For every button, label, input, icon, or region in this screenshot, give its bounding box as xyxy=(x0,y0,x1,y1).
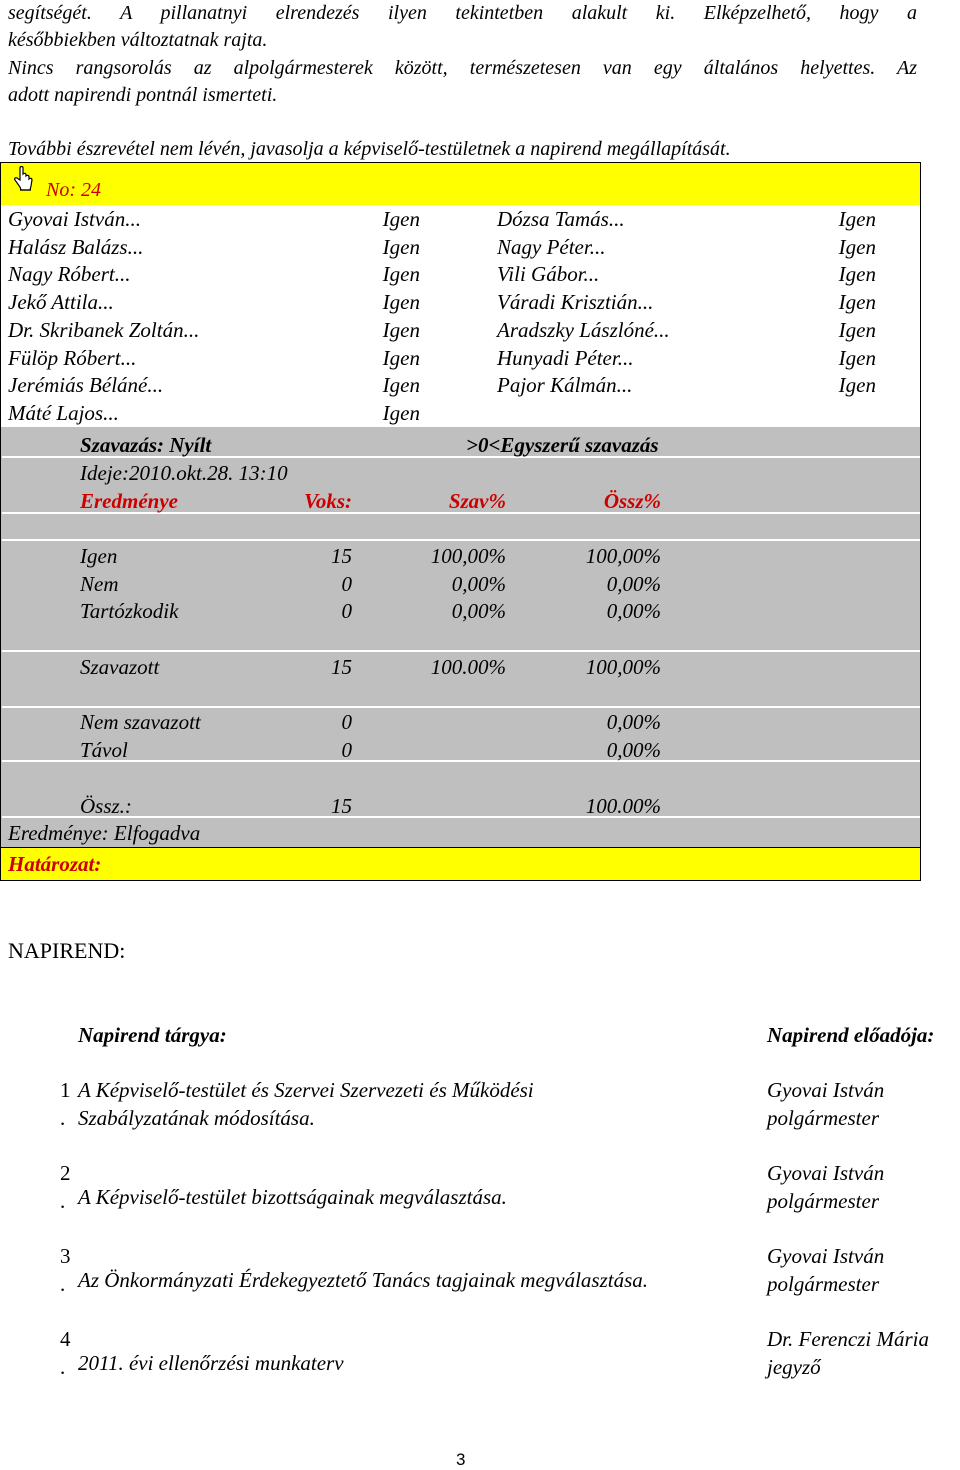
member-name: Aradszky Lászlóné xyxy=(497,317,654,342)
result-szav: 0,00% xyxy=(451,599,506,623)
result-ossz: 0,00% xyxy=(606,710,661,734)
result-label: Igen xyxy=(80,544,118,568)
result-label: Össz.: xyxy=(80,794,132,818)
member-name: Dr. Skribanek Zoltán xyxy=(8,317,184,342)
panel-divider xyxy=(2,539,920,541)
agenda-item-presenter-title: polgármester xyxy=(767,1106,879,1130)
member-vote: Igen xyxy=(382,400,420,425)
result-szav: 100.00% xyxy=(430,655,506,679)
intro-line-4: adott napirendi pontnál ismerteti. xyxy=(8,84,278,106)
member-row xyxy=(8,288,114,316)
member-dots: ... xyxy=(583,262,600,287)
result-header-szav: Szav% xyxy=(448,489,506,513)
member-dots: ... xyxy=(98,290,114,315)
result-ossz: 100,00% xyxy=(585,544,661,568)
member-vote: Igen xyxy=(838,317,876,342)
member-dots: ... xyxy=(616,373,633,398)
agenda-item-subject: Az Önkormányzati Érdekegyeztető Tanács tagjainak megválasztása. xyxy=(78,1268,649,1292)
result-ossz: 0,00% xyxy=(606,572,661,596)
member-name: Máté Lajos xyxy=(8,400,104,425)
result-label: Nem xyxy=(80,572,119,596)
agenda-item-presenter: Gyovai István xyxy=(767,1078,885,1102)
panel-divider xyxy=(2,816,920,818)
member-name: Jerémiás Béláné xyxy=(8,373,148,398)
result-ossz: 0,00% xyxy=(606,599,661,623)
member-row xyxy=(8,233,143,261)
member-name: Hunyadi Péter xyxy=(497,345,618,370)
result-label: Nem szavazott xyxy=(80,710,201,734)
agenda-item-presenter: Dr. Ferenczi Mária xyxy=(767,1327,929,1351)
result-voks: 15 xyxy=(331,794,352,818)
member-name: Nagy Péter xyxy=(497,234,590,259)
agenda-item-presenter: Gyovai István xyxy=(767,1244,885,1268)
result-voks: 15 xyxy=(331,544,352,568)
member-name: Váradi Krisztián xyxy=(497,290,638,315)
member-name: Vili Gábor xyxy=(497,262,584,287)
member-dots: ... xyxy=(120,345,137,370)
panel-divider xyxy=(2,760,920,762)
result-ossz: 100.00% xyxy=(585,794,661,818)
agenda-item-number: 4 xyxy=(60,1327,71,1351)
resolution-label: Határozat: xyxy=(8,852,102,876)
result-ossz: 0,00% xyxy=(606,738,661,762)
member-vote: Igen xyxy=(838,345,876,370)
member-row xyxy=(8,205,141,233)
member-vote: Igen xyxy=(382,234,420,259)
result-label: Tartózkodik xyxy=(80,599,179,623)
member-vote: Igen xyxy=(838,290,876,315)
member-dots: ... xyxy=(103,400,119,425)
resolution-box xyxy=(0,847,921,881)
agenda-subject-header: Napirend tárgya: xyxy=(78,1023,227,1047)
member-row xyxy=(497,205,625,233)
member-dots: ... xyxy=(653,317,670,342)
member-row xyxy=(8,260,130,288)
member-name: Gyovai István xyxy=(8,207,126,231)
member-dots: ... xyxy=(125,207,141,231)
member-vote: Igen xyxy=(382,290,420,315)
intro-line-3: Nincs rangsorolás az alpolgármesterek között, természetesen van egy általános helyettes. Az xyxy=(8,57,917,79)
result-label: Távol xyxy=(80,738,128,762)
agenda-heading: NAPIREND: xyxy=(8,938,126,963)
vote-time: Ideje:2010.okt.28. 13:10 xyxy=(80,461,288,485)
agenda-item-dot: . xyxy=(60,1355,66,1379)
result-voks: 0 xyxy=(341,599,352,623)
member-name: Dózsa Tamás xyxy=(497,207,609,231)
agenda-item-presenter-title: jegyző xyxy=(767,1355,821,1379)
member-row xyxy=(497,233,605,261)
member-dots: ... xyxy=(608,207,625,231)
result-voks: 0 xyxy=(341,572,352,596)
vote-number: No: 24 xyxy=(46,179,101,201)
hand-pointer-icon xyxy=(12,166,34,192)
agenda-item-dot: . xyxy=(60,1189,66,1213)
page-number: 3 xyxy=(456,1450,466,1469)
member-name: Pajor Kálmán xyxy=(497,373,617,398)
member-name: Fülöp Róbert xyxy=(8,345,121,370)
member-dots: ... xyxy=(589,234,606,259)
result-header-ossz: Össz% xyxy=(603,489,661,513)
result-szav: 0,00% xyxy=(451,572,506,596)
agenda-item-presenter-title: polgármester xyxy=(767,1189,879,1213)
agenda-item-presenter: Gyovai István xyxy=(767,1161,885,1185)
agenda-item-presenter-title: polgármester xyxy=(767,1272,879,1296)
member-vote: Igen xyxy=(382,373,420,398)
agenda-item-dot: . xyxy=(60,1272,66,1296)
member-row xyxy=(497,288,653,316)
member-vote: Igen xyxy=(382,207,420,231)
result-header-label: Eredménye xyxy=(80,489,178,513)
member-row xyxy=(8,399,119,427)
agenda-item-subject: 2011. évi ellenőrzési munkaterv xyxy=(78,1351,344,1375)
member-dots: ... xyxy=(147,373,164,398)
member-dots: ... xyxy=(637,290,654,315)
result-header-voks: Voks: xyxy=(304,489,352,513)
agenda-item-subject: Szabályzatának módosítása. xyxy=(78,1106,315,1130)
member-vote: Igen xyxy=(382,262,420,287)
member-row xyxy=(8,344,136,372)
intro-line-2: későbbiekben változtatnak rajta. xyxy=(8,29,268,51)
member-vote: Igen xyxy=(838,262,876,287)
agenda-item-number: 1 xyxy=(60,1078,71,1102)
intro-line-5: További észrevétel nem lévén, javasolja a képviselő-testületnek a napirend megállapítását. xyxy=(8,138,731,160)
agenda-item-subject: A Képviselő-testület bizottságainak megválasztása. xyxy=(78,1185,507,1209)
member-row xyxy=(8,316,199,344)
member-row xyxy=(497,371,632,399)
result-label: Szavazott xyxy=(80,655,160,679)
member-vote: Igen xyxy=(382,317,420,342)
member-name: Halász Balázs xyxy=(8,234,128,259)
vote-header-box xyxy=(0,162,921,206)
member-name: Jekő Attila xyxy=(8,290,98,315)
agenda-item-number: 3 xyxy=(60,1244,71,1268)
member-dots: ... xyxy=(183,317,200,342)
member-name: Nagy Róbert xyxy=(8,262,115,287)
result-ossz: 100,00% xyxy=(585,655,661,679)
member-dots: ... xyxy=(127,234,144,259)
agenda-item-subject: A Képviselő-testület és Szervei Szervezeti és Működési xyxy=(78,1078,534,1102)
member-row xyxy=(497,344,633,372)
vote-type: >0<Egyszerű szavazás xyxy=(466,433,659,457)
result-voks: 0 xyxy=(341,710,352,734)
member-vote: Igen xyxy=(838,207,876,231)
panel-divider xyxy=(2,650,920,652)
result-voks: 15 xyxy=(331,655,352,679)
member-row xyxy=(497,260,599,288)
vote-result: Eredménye: Elfogadva xyxy=(8,821,201,845)
agenda-presenter-header: Napirend előadója: xyxy=(767,1023,935,1047)
member-vote: Igen xyxy=(382,345,420,370)
intro-line-1: segítségét. A pillanatnyi elrendezés ilyen tekintetben alakult ki. Elképzelhető, hogy a xyxy=(8,2,917,24)
member-dots: ... xyxy=(114,262,131,287)
member-row xyxy=(497,316,670,344)
member-dots: ... xyxy=(617,345,634,370)
result-voks: 0 xyxy=(341,738,352,762)
member-vote: Igen xyxy=(838,234,876,259)
member-vote: Igen xyxy=(838,373,876,398)
member-row xyxy=(8,371,163,399)
vote-mode: Szavazás: Nyílt xyxy=(80,433,212,457)
agenda-item-dot: . xyxy=(60,1106,66,1130)
result-szav: 100,00% xyxy=(430,544,506,568)
agenda-item-number: 2 xyxy=(60,1161,71,1185)
